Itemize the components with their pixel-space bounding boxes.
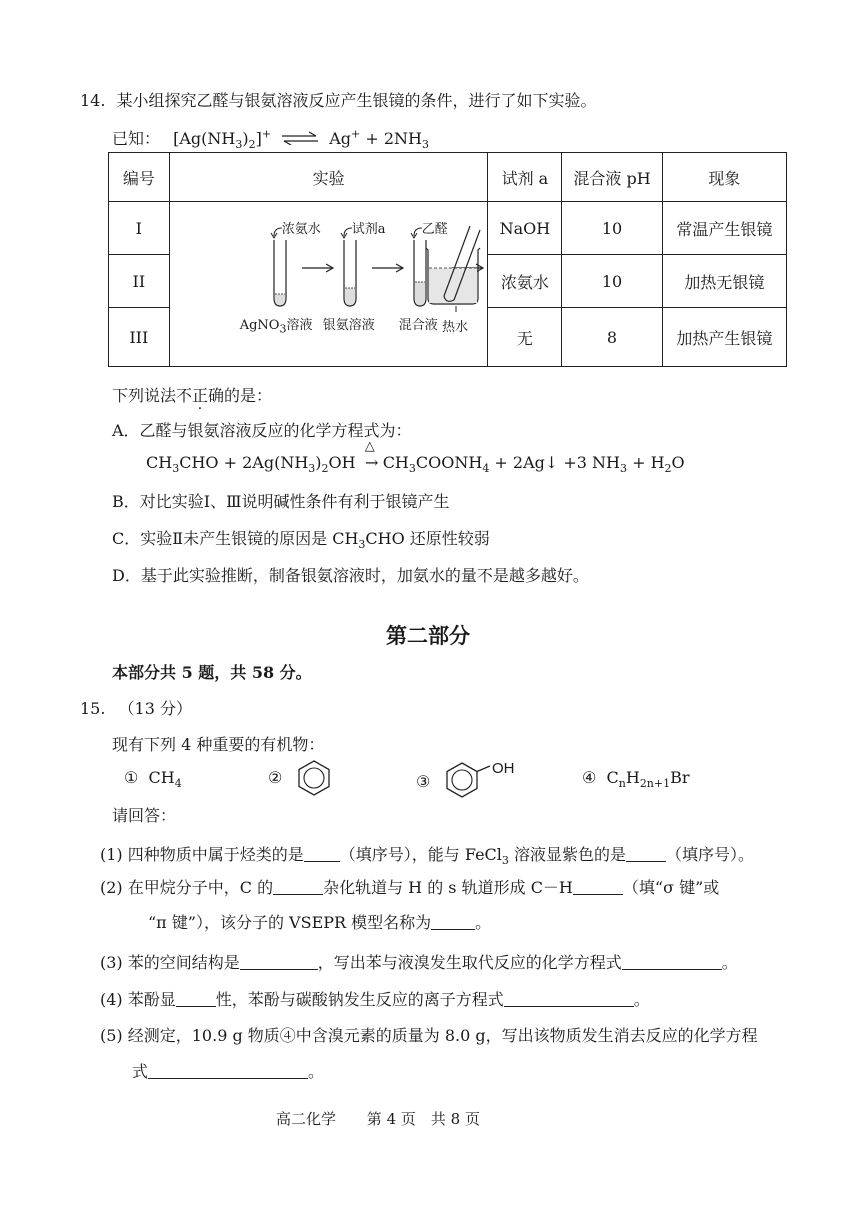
benzene-icon [294, 758, 334, 798]
option-d: D．基于此实验推断，制备银氨溶液时，加氨水的量不是越多越好。 [112, 566, 589, 585]
q15-score: （13 分） [118, 699, 192, 718]
q14-ask: 下列说法不正确的是： [112, 383, 272, 406]
row-id: I [109, 202, 170, 255]
test-tube-2-icon [344, 240, 356, 306]
q15-part5: (5) 经测定，10.9 g 物质④中含溴元素的质量为 8.0 g，写出该物质发生消去反应的化学方程 [100, 1026, 758, 1045]
compound-1: ① $CH_4$ [124, 768, 182, 791]
option-a-equation: $CH_3CHO + 2Ag(NH_3)_2OH$ △ $\to CH_3COONH_4$ + 2Ag↓ +3 $NH_3 + H_2O$ [146, 439, 685, 476]
footer-page: 第 4 页 共 8 页 [366, 1110, 480, 1128]
answer-blank[interactable] [273, 878, 323, 895]
label-add-acetaldehyde: 乙醛 [421, 222, 448, 237]
answer-blank[interactable] [176, 990, 216, 1007]
equilibrium-arrow-icon [280, 131, 320, 145]
answer-blank[interactable] [622, 953, 722, 970]
answer-blank[interactable] [148, 1062, 308, 1079]
test-tube-1-icon [274, 240, 286, 306]
part2-intro: 本部分共 5 题，共 58 分。 [112, 663, 312, 682]
heat-arrow-icon: △ → [364, 439, 379, 472]
row-reagent: 浓氨水 [488, 255, 562, 308]
row-id: III [109, 308, 170, 367]
row-ph: 10 [562, 202, 662, 255]
answer-blank[interactable] [240, 953, 318, 970]
beaker-icon [418, 222, 488, 312]
header-experiment: 实验 [169, 153, 488, 202]
answer-blank[interactable] [626, 845, 666, 862]
label-add-ammonia: 浓氨水 [281, 222, 321, 237]
part2-title: 第二部分 [386, 624, 470, 648]
answer-blank[interactable] [431, 913, 475, 930]
answer-blank[interactable] [304, 845, 340, 862]
phenol-oh-label: OH [492, 760, 515, 777]
header-ph: 混合液 pH [562, 153, 662, 202]
answer-blank[interactable] [504, 990, 634, 1007]
q14-stem-text: 某小组探究乙醛与银氨溶液反应产生银镜的条件，进行了如下实验。 [116, 91, 597, 110]
q15-part5-cont: 式 。 [132, 1062, 325, 1081]
row-reagent: 无 [488, 308, 562, 367]
q14-number: 14. [80, 91, 106, 110]
q15-part2-cont: “π 键”），该分子的 VSEPR 模型名称为 。 [148, 913, 492, 932]
known-label: 已知： [112, 129, 161, 148]
q15-part1: (1) 四种物质中属于烃类的是 （填序号），能与 FeCl$_3$ 溶液显紫色的是 （填序号）。 [100, 845, 755, 868]
emphasis-not-correct: 不正确 [176, 386, 225, 405]
row-reagent: NaOH [488, 202, 562, 255]
q15-part3: (3) 苯的空间结构是 ，写出苯与液溴发生取代反应的化学方程式 。 [100, 953, 738, 972]
q14-known [112, 126, 429, 151]
header-reagent: 试剂 a [488, 153, 562, 202]
q15-number: 15. [80, 699, 106, 718]
label-tube-silver-ammonia: 银氨溶液 [322, 318, 375, 333]
compound-3: ③ [416, 772, 431, 791]
q15-part2: (2) 在甲烷分子中，C 的 杂化轨道与 H 的 s 轨道形成 C－H （填“σ 键”或 [100, 878, 720, 897]
q15-heading [80, 696, 192, 719]
row-ph: 8 [562, 308, 662, 367]
label-hot-water: 热水 [442, 320, 469, 335]
option-b: B．对比实验Ⅰ、Ⅲ说明碱性条件有利于银镜产生 [112, 492, 450, 511]
footer-subject: 高二化学 [276, 1110, 337, 1128]
label-add-reagent: 试剂a [351, 222, 386, 237]
compound-4: ④ $C_nH_{2n+1}Br$ [582, 768, 690, 791]
row-result: 加热无银镜 [662, 255, 786, 308]
label-tube-agno3: AgNO$_3$溶液 [239, 318, 313, 336]
q14-stem [80, 88, 597, 111]
row-result: 常温产生银镜 [662, 202, 786, 255]
q15-stem: 现有下列 4 种重要的有机物： [112, 735, 325, 754]
header-result: 现象 [662, 153, 786, 202]
q15-please: 请回答： [112, 806, 177, 825]
row-result: 加热产生银镜 [662, 308, 786, 367]
compound-2: ② [268, 768, 283, 787]
option-a: A．乙醛与银氨溶液反应的化学方程式为： [112, 421, 412, 440]
row-id: II [109, 255, 170, 308]
answer-blank[interactable] [573, 878, 623, 895]
header-id: 编号 [109, 153, 170, 202]
label-tube-mixture: 混合液 [398, 318, 438, 333]
option-c: C．实验Ⅱ未产生银镜的原因是 $CH_3CHO$ 还原性较弱 [112, 529, 490, 552]
row-ph: 10 [562, 255, 662, 308]
table-header-row [109, 153, 787, 202]
q15-part4: (4) 苯酚显 性，苯酚与碳酸钠发生反应的离子方程式 。 [100, 990, 650, 1009]
footer [276, 1108, 480, 1129]
known-equation: $[Ag(NH_3)_2]^+$ $Ag^+ + 2NH_3$ [173, 127, 429, 152]
